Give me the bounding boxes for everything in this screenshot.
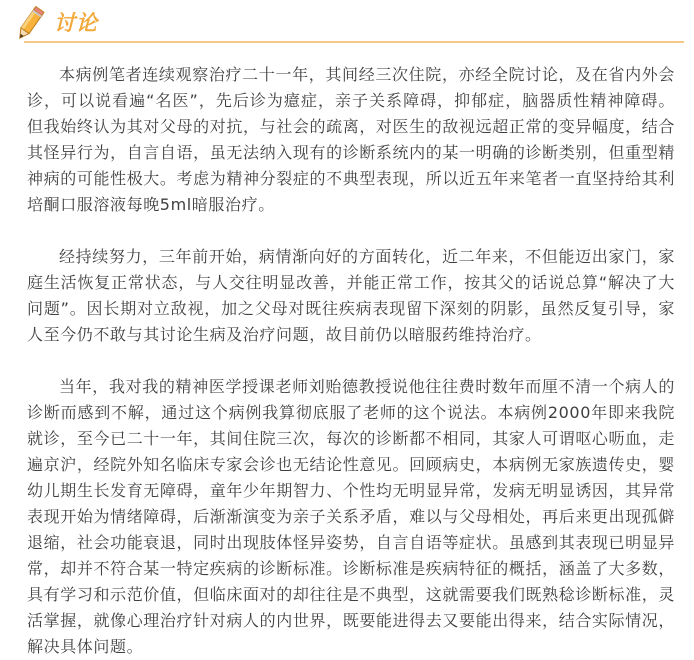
paragraph-1: 本病例笔者连续观察治疗二十一年，其间经三次住院，亦经全院讨论，及在省内外会诊，可以说看遍“名医”，先后诊为癔症，亲子关系障碍，抑郁症，脑器质性精神障碍。但我始终认为其对父母的对抗，与社会的疏离，对医生的敌视远超正常的变异幅度，结合其怪异行为，自言自语，虽无法纳入现有的诊断系统内的某一明确的诊断类别，但重型精神病的可能性极大。考虑为精神分裂症的不典型表现，所以近五年来笔者一直坚持给其利培酮口服溶液每晚5ml暗服治疗。	[27, 65, 675, 214]
section-title: 讨论	[54, 11, 98, 35]
article-body	[27, 62, 675, 660]
paragraph-3: 当年，我对我的精神医学授课老师刘贻德教授说他往往费时数年而厘不清一个病人的诊断而感到不解，通过这个病例我算彻底服了老师的这个说法。本病例2000年即来我院就诊，至今已二十一年，其间住院三次，每次的诊断都不相同，其家人可谓呕心呖血，走遍京沪，经院外知名临床专家会诊也无结论性意见。回顾病史，本病例无家族遗传史，婴幼儿期生长发育无障碍，童年少年期智力、个性均无明显异常，发病无明显诱因，其异常表现开始为情绪障碍，后渐渐演变为亲子关系矛盾，难以与父母相处，再后来更出现孤僻退缩，社会功能衰退，同时出现肢体怪异姿势，自言自语等症状。虽感到其表现已明显异常，却并不符合某一特定疾病的诊断标准。诊断标准是疾病特征的概括，涵盖了大多数，具有学习和示范价值，但临床面对的却往往是不典型，这就需要我们既熟稔诊断标准，灵活掌握，就像心理治疗针对病人的内世界，既要能进得去又要能出得来，结合实际情况，解决具体问题。	[27, 377, 675, 656]
paragraph-2: 经持续努力，三年前开始，病情渐向好的方面转化，近二年来，不但能迈出家门，家庭生活恢复正常状态，与人交往明显改善，并能正常工作，按其父的话说总算“解决了大问题”。因长期对立敌视，加之父母对既往疾病表现留下深刻的阴影，虽然反复引导，家人至今仍不敢与其讨论生病及治疗问题，故目前仍以暗服药维持治疗。	[27, 247, 675, 344]
pencil-icon	[12, 6, 46, 44]
header-divider	[24, 41, 684, 43]
section-header	[10, 6, 684, 44]
